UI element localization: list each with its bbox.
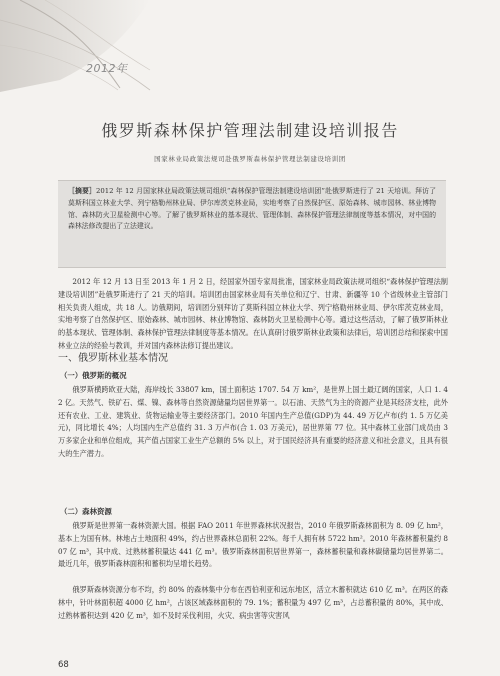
section-heading: 一、俄罗斯林业基本情况 <box>58 353 168 364</box>
intro-paragraph: 2012 年 12 月 13 日至 2013 年 1 月 2 日，经国家外国专家局批准，国家林业局政策法规司组织“森林保护管理法制建设培训团”赴俄罗斯进行了 21 天的培训。培训团由国家林业局有关单位和辽宁、甘肃、新疆等 10 个省级林业主管部门相关负责人组成，共 18 人。访俄期间，培训团分别拜访了莫斯科国立林业大学、列宁格勒州林业局、伊尔库茨克林业局，实地考察了自然保护区、原始森林、城市园林、林业博物馆、森林防火卫星检测中心等。通过这些活动，了解了俄罗斯林业的基本现状、管理体制、森林保护管理法律制度等基本情况。在认真研讨俄罗斯林业政策和法律后，培训团总结和探索中国林业立法的经验与教训，并对国内森林法修订提出建议。 <box>58 277 448 350</box>
abstract-text: 2012 年 12 月国家林业局政策法规司组织“森林保护管理法制建设培训团”赴俄罗斯进行了 21 天培训。拜访了莫斯科国立林业大学、列宁格勒州林业局、伊尔库茨克林业局，实地考察了自然保护区、原始森林、城市园林、林业博物馆、森林防火卫星检测中心等。了解了俄罗斯林业的基本现状、管理体制、森林保护管理法律制度等基本情况，对中国的森林法修改提出了立法建议。 <box>68 187 436 231</box>
header-decoration <box>0 0 500 92</box>
abstract-tag: ［摘要］ <box>68 187 96 195</box>
forest-resources-paragraph-2: 俄罗斯森林资源分布不均，约 80% 的森林集中分布在西伯利亚和远东地区，活立木蓄积就达 610 亿 m³。在两区的森林中，针叶林面积超 4000 亿 hm²，占该区域森林面积的 79. 1%；蓄积量为 497 亿 m³，占总蓄积量的 80%，其中成、过熟林蓄积达到 420 亿 m³，如不及时采伐利用，火灾、病虫害等灾害风 <box>58 585 448 620</box>
overview-paragraph: 俄罗斯横跨欧亚大陆，海岸线长 33807 km，国土面积达 1707. 54 万 km²，是世界上国土最辽阔的国家，人口 1. 42 亿。天然气、铁矿石、煤、镍、森林等自然资源储量均居世界第一。以石油、天然气为主的资源产业是其经济支柱，此外还有农业、工业、建筑业、货物运输业等主要经济部门。2010 年国内生产总值(GDP)为 44. 49 万亿卢布(约 1. 5 万亿美元)，同比增长 4%；人均国内生产总值约 31. 3 万卢布(合 1. 03 万美元)，居世界第 77 位。其中森林工业部门成员由 3 万多家企业和单位组成，其产值占国家工业生产总额的 5% 以上，对于国民经济具有重要的经济意义和社会意义，且具有很大的生产潜力。 <box>58 385 448 458</box>
subsection-heading-overview: （一）俄罗斯的概况 <box>60 371 127 380</box>
article-author: 国家林业局政策法规司赴俄罗斯森林保护管理法制建设培训团 <box>154 155 346 163</box>
subsection-heading-forest-resources: （二）森林资源 <box>60 507 112 516</box>
year-badge: 2012年 <box>86 62 128 75</box>
page-number: 68 <box>58 660 69 670</box>
forest-resources-paragraph-1: 俄罗斯是世界第一森林资源大国。根据 FAO 2011 年世界森林状况报告，2010 年俄罗斯森林面积为 8. 09 亿 hm²，基本上为国有林。林地占土地面积 49%，约占世界森林总面积 22%。每千人拥有林 5722 hm²。2010 年森林蓄积量约 807 亿 m³，其中成、过熟林蓄积量达 441 亿 m³。俄罗斯森林面积居世界第一，森林蓄积量和森林碳储量均居世界第二。最近几年，俄罗斯森林面积和蓄积均呈增长趋势。 <box>58 521 448 569</box>
abstract-box <box>58 180 446 268</box>
article-title: 俄罗斯森林保护管理法制建设培训报告 <box>101 121 399 140</box>
